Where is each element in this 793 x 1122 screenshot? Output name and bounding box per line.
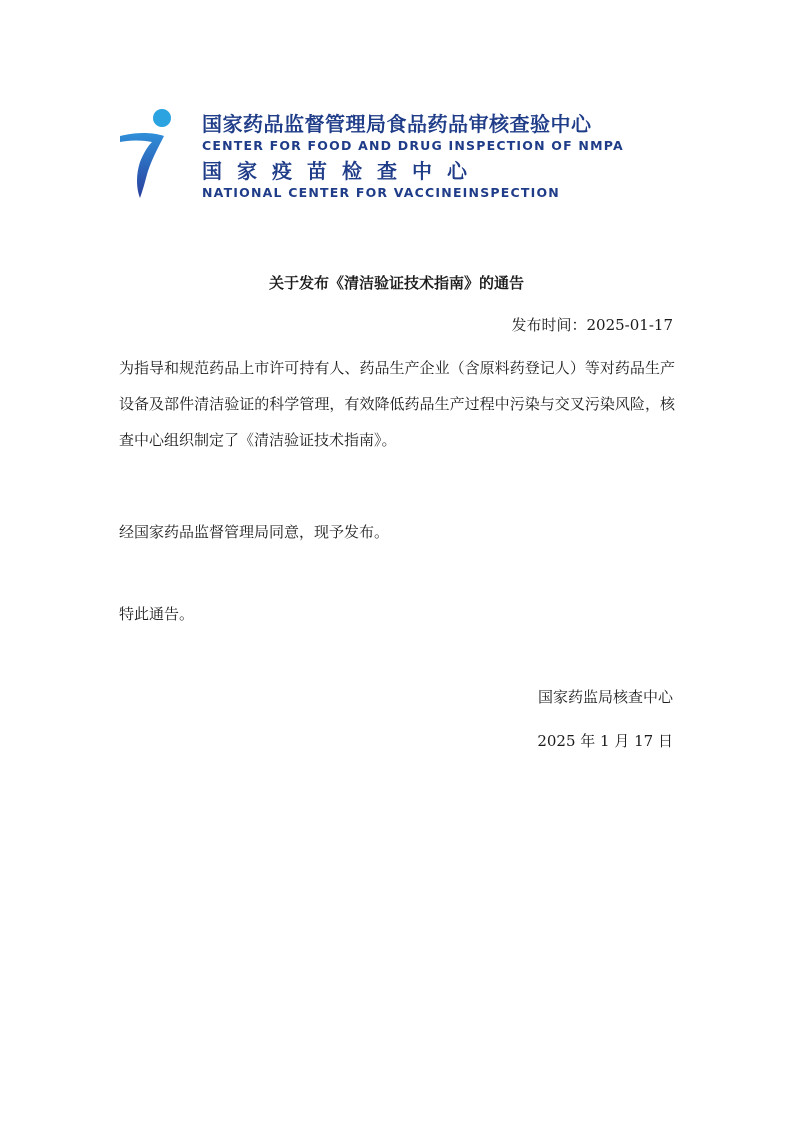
- org-name-en: CENTER FOR FOOD AND DRUG INSPECTION OF NMPA: [202, 138, 624, 153]
- signature-organization: 国家药监局核查中心: [537, 688, 673, 706]
- body-paragraph: 为指导和规范药品上市许可持有人、药品生产企业（含原料药登记人）等对药品生产设备及部件清洁验证的科学管理，有效降低药品生产过程中污染与交叉污染风险，核查中心组织制定了《清洁验证技术指南》。: [119, 359, 675, 449]
- letterhead: [118, 108, 658, 204]
- publish-date: 发布时间：2025-01-17: [511, 316, 673, 334]
- org-name-cn-secondary: 国家疫苗检查中心: [202, 159, 482, 183]
- org-name-cn: 国家药品监督管理局食品药品审核查验中心: [202, 112, 592, 136]
- body-paragraph: 特此通告。: [119, 605, 195, 623]
- document-title: 关于发布《清洁验证技术指南》的通告: [268, 274, 524, 292]
- nmpa-logo-icon: [118, 108, 180, 200]
- org-name-en-secondary: NATIONAL CENTER FOR VACCINEINSPECTION: [202, 185, 560, 200]
- signature-date: 2025 年 1 月 17 日: [537, 732, 673, 750]
- org-name-block: [202, 112, 662, 201]
- body-paragraph: 经国家药品监督管理局同意，现予发布。: [119, 523, 390, 541]
